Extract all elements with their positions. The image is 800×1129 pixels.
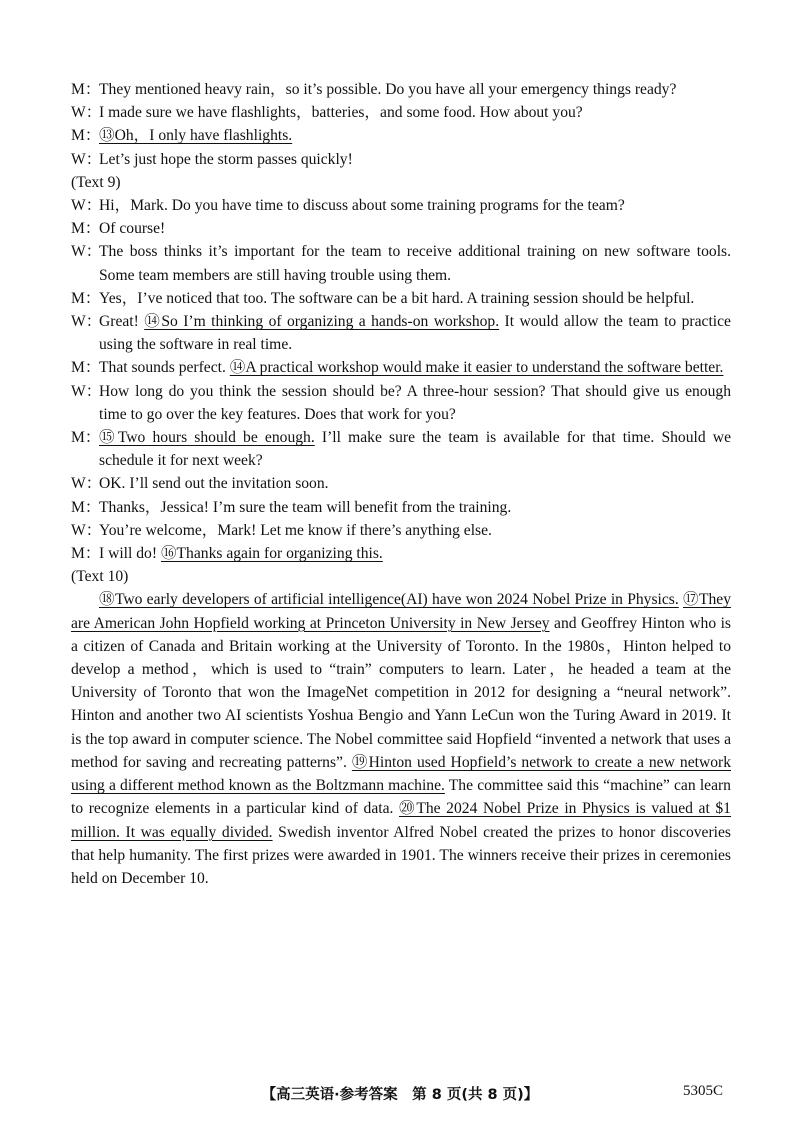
line-text: They mentioned heavy rain，so it’s possible. Do you have all your emergency things ready?: [99, 81, 677, 98]
page-footer: [0, 1083, 800, 1107]
dialogue-line: [71, 287, 731, 310]
speaker-label: W：: [71, 243, 102, 261]
speaker-label: W：: [71, 382, 102, 400]
dialogue-line: [71, 240, 731, 286]
speaker-label: M：: [71, 220, 101, 238]
utterance: [71, 496, 731, 519]
dialogue-line: [71, 472, 731, 495]
utterance: [71, 101, 731, 124]
dialogue-line: [71, 356, 731, 379]
utterance: [71, 124, 731, 147]
footer-paper-code: 5305C: [683, 1083, 724, 1099]
utterance: [71, 380, 731, 426]
speaker-label: M：: [71, 81, 101, 98]
speaker-label: W：: [71, 475, 102, 493]
utterance: [71, 287, 731, 310]
answer-evidence: ⑯Thanks again for organizing this.: [160, 545, 383, 563]
utterance: [71, 426, 731, 472]
speaker-label: W：: [71, 313, 102, 331]
utterance: [71, 148, 731, 171]
line-text: I’ll make sure the team is available for that time. Should we schedule it for next week?: [99, 429, 731, 470]
dialogue-line: [71, 380, 731, 426]
utterance: [71, 217, 731, 240]
speaker-label: W：: [71, 104, 102, 122]
dialogue-line: [71, 519, 731, 542]
line-text: Let’s just hope the storm passes quickly!: [99, 150, 353, 168]
text10-heading: (Text 10): [71, 568, 129, 586]
answer-evidence: ⑲Hinton used Hopfield’s network to create a new network using a different method known as the Boltzmann machine.: [71, 753, 731, 795]
answer-page-body: [71, 78, 731, 890]
dialogue-line: [71, 148, 731, 171]
utterance: [71, 472, 731, 495]
line-text: It would allow the team to practice using the software in real time.: [99, 313, 731, 354]
line-text: Swedish inventor Alfred Nobel created the prizes to honor discoveries that help humanity. The first prizes were awarded in 1901. The winners receive their prizes in ceremonies held on December 10.: [71, 823, 731, 887]
speaker-label: M：: [71, 127, 101, 145]
answer-evidence: ⑳The 2024 Nobel Prize in Physics is valued at $1 million. It was equally divided.: [71, 800, 731, 841]
dialogue-line: [71, 310, 731, 356]
answer-evidence: ⑭A practical workshop would make it easier to understand the software better.: [229, 359, 724, 377]
line-text: The committee said this “machine” can learn to recognize elements in a particular kind of data.: [71, 777, 731, 818]
line-text: OK. I’ll send out the invitation soon.: [99, 475, 329, 493]
line-text: That sounds perfect.: [99, 359, 230, 377]
dialogue-line: [71, 78, 731, 101]
line-text: Yes，I’ve noticed that too. The software can be a bit hard. A training session should be helpful.: [99, 289, 695, 307]
line-text: Hi，Mark. Do you have time to discuss about some training programs for the team?: [99, 197, 625, 215]
line-text: How long do you think the session should be? A three-hour session? That should give us enough time to go over the key features. Does that work for you?: [99, 382, 731, 423]
utterance: [71, 310, 731, 356]
utterance: [71, 519, 731, 542]
answer-evidence: ⑬Oh，I only have flashlights.: [99, 127, 293, 145]
dialogue-line: [71, 496, 731, 519]
speaker-label: M：: [71, 359, 101, 377]
answer-evidence: ⑭So I’m thinking of organizing a hands-on workshop.: [144, 313, 500, 331]
footer-page-info: 【高三英语·参考答案 第 8 页(共 8 页)】: [261, 1087, 539, 1103]
answer-evidence: ⑰They are American John Hopfield working at Princeton University in New Jersey: [71, 591, 731, 632]
line-text: Of course!: [99, 220, 166, 238]
speaker-label: W：: [71, 197, 102, 215]
line-text: You’re welcome，Mark! Let me know if there’s anything else.: [99, 521, 492, 539]
utterance: [71, 78, 731, 101]
dialogue-line: [71, 194, 731, 217]
dialogue-line: [71, 542, 731, 565]
line-text: I made sure we have flashlights，batteries，and some food. How about you?: [99, 104, 583, 122]
line-text: Thanks，Jessica! I’m sure the team will benefit from the training.: [99, 498, 512, 516]
dialogue-line: [71, 217, 731, 240]
answer-evidence: ⑱Two early developers of artificial intelligence(AI) have won 2024 Nobel Prize in Physics.: [99, 591, 679, 609]
answer-evidence: ⑮Two hours should be enough.: [99, 429, 315, 447]
dialogue-text9: [71, 194, 731, 565]
speaker-label: M：: [71, 545, 101, 563]
dialogue-line: [71, 426, 731, 472]
utterance: [71, 356, 731, 379]
line-text: and Geoffrey Hinton who is a citizen of Canada and Britain working at the University of Toronto. In the 1980s，Hinton helped to develop a method，which is used to “train” computers to learn. Later，he headed a team at the University of Toronto that won the ImageNet competition in 2012 for designing a “neural network”. Hinton and another two AI scientists Yoshua Bengio and Yann LeCun won the Turing Award in 2019. It is the top award in computer science. The Nobel committee said Hopfield “invented a network that uses a method for saving and recreating patterns”.: [71, 614, 731, 771]
utterance: [71, 194, 731, 217]
dialogue-line: [71, 124, 731, 147]
speaker-label: W：: [71, 150, 102, 168]
speaker-label: W：: [71, 521, 102, 539]
text10-passage: [71, 588, 731, 890]
line-text: The boss thinks it’s important for the team to receive additional training on new software tools. Some team members are still having trouble using them.: [99, 243, 731, 284]
speaker-label: M：: [71, 429, 101, 447]
dialogue-line: [71, 101, 731, 124]
line-text: I will do!: [99, 545, 161, 563]
speaker-label: M：: [71, 289, 101, 307]
utterance: [71, 240, 731, 286]
dialogue-text8-end: [71, 78, 731, 171]
text9-heading: (Text 9): [71, 173, 121, 191]
utterance: [71, 542, 731, 565]
line-text: Great!: [99, 313, 145, 331]
speaker-label: M：: [71, 498, 101, 516]
